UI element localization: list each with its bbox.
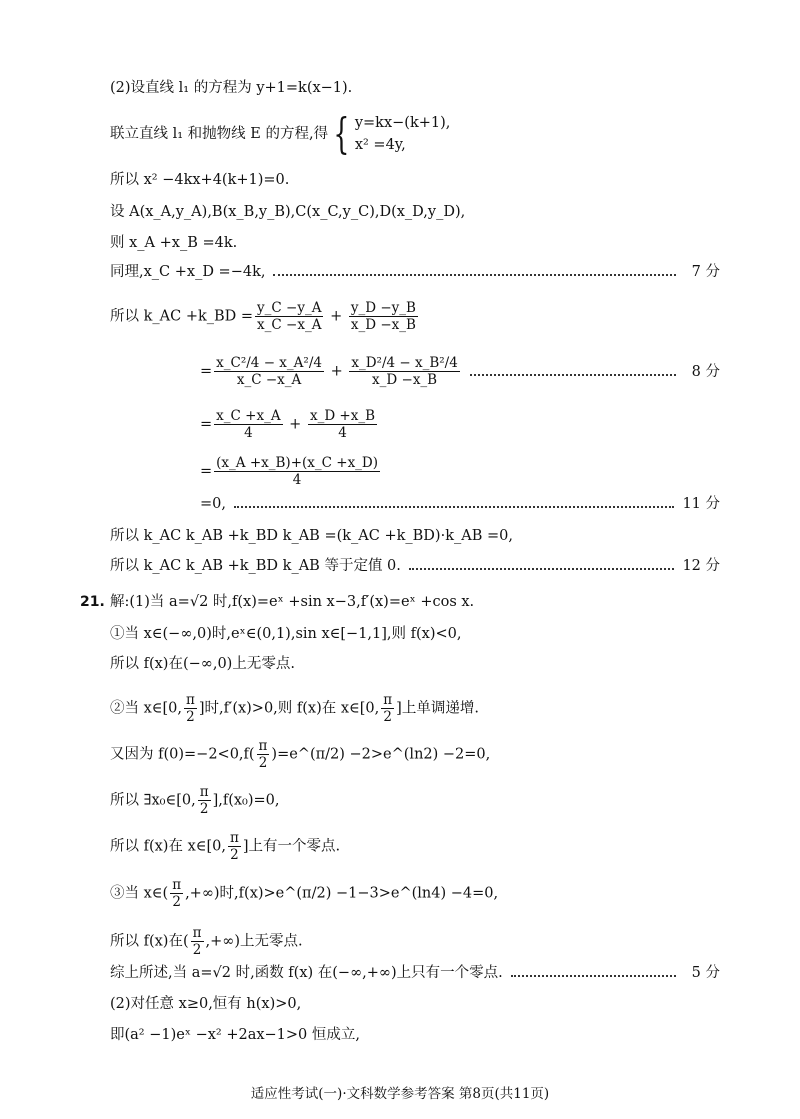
text-line-fraction [110,877,498,910]
line-part: ,+∞)时,f(x)>e^(π/2) −1−3>e^(ln4) −4=0, [185,885,499,902]
line-text: 综上所述,当 a=√2 时,函数 f(x) 在(−∞,+∞)上只有一个零点. [110,965,503,981]
line-text: = $\frac{\text{x\_C²/4 − x\_A²/4}}{x\_C -x\_A}$ + $\frac{\text{x\_D²/4 − x\_B²/4}}{x\_D -x\_B}$ [200,355,458,388]
line-part: 又因为 f(0)=−2<0,f( [110,746,255,763]
fraction [349,355,459,388]
fraction-pi-over-2 [198,784,211,817]
fraction-pi-over-2 [170,877,183,910]
text-line: 解:(1)当 a=√2 时,f(x)=eˣ +sin x−3,f′(x)=eˣ +cos x. [110,594,475,610]
system-intro: 联立直线 l₁ 和抛物线 E 的方程,得 [110,126,329,142]
denominator: x_D −x_B [372,372,438,388]
score-label: 7 分 [691,264,720,280]
numerator: π [192,925,202,941]
dot-leader [409,568,675,570]
text-line: 所以 x² −4kx+4(k+1)=0. [110,172,290,188]
system-eq-1: y=kx−(k+1), [354,115,451,131]
text-line: 即(a² −1)eˣ −x² +2ax−1>0 恒成立, [110,1027,361,1043]
line-prefix: 所以 k_AC +k_BD = [110,308,254,325]
line-part: ②当 x∈[0, [110,700,183,717]
question-number: 21. [80,594,105,610]
scored-line [110,556,720,576]
text-line-system [110,109,451,158]
line-part: 所以 f(x)在 x∈[0, [110,838,226,855]
text-line: (2)对任意 x≥0,恒有 h(x)>0, [110,996,302,1012]
fraction [214,355,324,388]
text-line-fraction [110,784,280,817]
score-label: 12 分 [682,558,720,574]
fraction [308,408,377,441]
equation-system [355,112,451,156]
text-line-fraction [110,738,490,771]
numerator: π [258,738,268,754]
denominator: 2 [172,894,181,910]
numerator: π [186,692,195,708]
fraction-pi-over-2 [184,692,197,725]
numerator: x_D²/4 − x_B²/4 [351,355,458,371]
denominator: x_C −x_A [257,317,322,333]
line-text: =0, [200,496,226,512]
score-label: 5 分 [691,965,720,981]
numerator: y_C −y_A [257,300,322,316]
fraction-pi-over-2 [257,738,270,771]
numerator: π [199,784,209,800]
line-part: ],f(x₀)=0, [212,792,280,809]
numerator: x_C +x_A [216,408,281,424]
numerator: (x_A +x_B)+(x_C +x_D) [216,455,379,471]
dot-leader [234,506,674,508]
text-line-fraction [110,830,340,863]
score-label: 8 分 [691,363,720,380]
denominator: 4 [338,425,347,441]
fraction-pi-over-2 [228,830,241,863]
fraction [349,300,418,333]
text-line-fraction [110,692,479,725]
dot-leader [273,274,676,276]
text-line: 所以 k_AC k_AB +k_BD k_AB =(k_AC +k_BD)·k_AB =0, [110,528,513,544]
scored-line [200,355,720,388]
scored-line [110,262,720,282]
dot-leader [470,374,676,376]
fraction-pi-over-2 [191,925,204,958]
numerator: π [229,830,239,846]
text-line: 则 x_A +x_B =4k. [110,235,238,251]
denominator: x_D −x_B [350,317,416,333]
score-label: 11 分 [682,496,720,512]
line-part: ,+∞)上无零点. [205,933,303,950]
line-part: ]上有一个零点. [242,838,341,855]
line-part: ③当 x∈( [110,885,169,902]
text-line: 所以 f(x)在(−∞,0)上无零点. [110,656,295,672]
text-line: ①当 x∈(−∞,0)时,eˣ∈(0,1),sin x∈[−1,1],则 f(x)<0, [110,626,462,642]
numerator: x_C²/4 − x_A²/4 [216,355,322,371]
denominator: 2 [199,801,209,817]
text-line-fraction [110,925,303,958]
line-part: )=e^(π/2) −2>e^(ln2) −2=0, [271,746,491,763]
scored-line [110,963,720,983]
system-eq-2: x² =4y, [354,137,406,153]
denominator: 4 [244,425,253,441]
numerator: y_D −y_B [350,300,416,316]
denominator: 2 [258,755,268,771]
denominator: 2 [192,942,202,958]
text-line: (2)设直线 l₁ 的方程为 y+1=k(x−1). [110,80,353,96]
text-line-fraction: = $\frac{x\_C +x\_A}{4}$ + $\frac{x\_D +x\_B}{4}$ [200,408,376,441]
line-part: ]时,f′(x)>0,则 f(x)在 x∈[0, [198,700,380,717]
line-part: 所以 ∃x₀∈[0, [110,792,196,809]
page-footer: 适应性考试(一)·文科数学参考答案 第8页(共11页) [250,1086,550,1102]
text-line-fraction: 所以 k_AC +k_BD = $\frac{y\_C -y\_A}{x\_C -x\_A}$ + $\frac{y\_D -y\_B}{x\_D -x\_B}$ [110,300,416,333]
fraction-pi-over-2 [381,692,394,725]
numerator: π [172,877,182,893]
numerator: x_D +x_B [309,408,376,424]
text-line: 设 A(x_A,y_A),B(x_B,y_B),C(x_C,y_C),D(x_D,y_D), [110,204,466,220]
text-line-fraction: = $\frac{(x\_A +x\_B)+(x\_C +x\_D)}{4}$ [200,455,379,488]
fraction [255,300,323,333]
line-part: ]上单调递增. [396,700,479,717]
denominator: 2 [230,847,239,863]
dot-leader [511,975,676,977]
line-text: 所以 k_AC k_AB +k_BD k_AB 等于定值 0. [110,558,401,574]
line-text: 同理,x_C +x_D =−4k, [110,264,266,280]
line-part: 所以 f(x)在( [110,933,189,950]
scored-line [200,494,720,514]
brace-icon: { [333,109,350,158]
denominator: 2 [186,709,195,725]
denominator: 4 [292,472,302,488]
fraction [214,408,282,441]
denominator: x_C −x_A [236,372,302,388]
fraction [214,455,380,488]
numerator: π [383,692,393,708]
denominator: 2 [383,709,393,725]
